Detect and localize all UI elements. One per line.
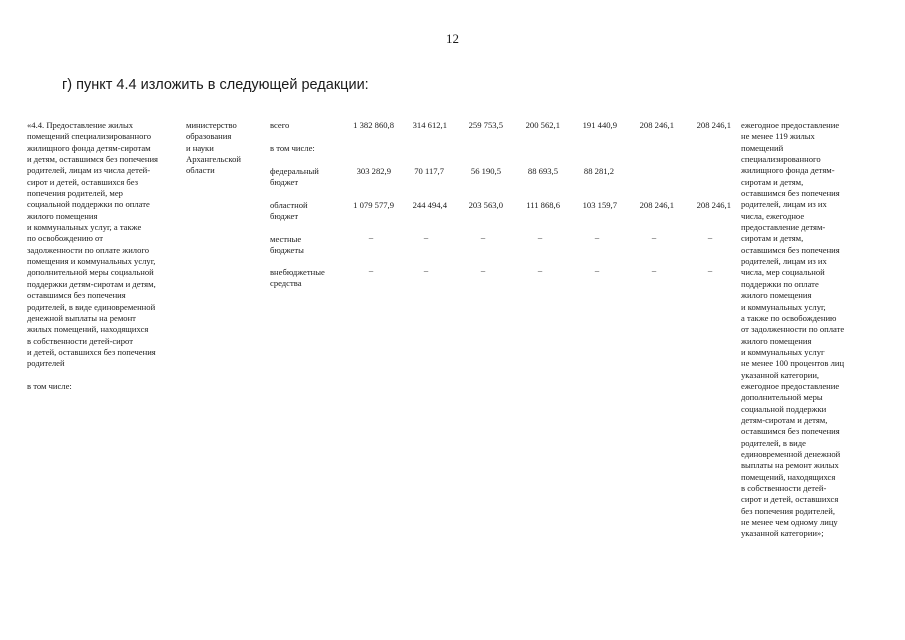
amount-extra-y1: – bbox=[423, 265, 429, 275]
funding-source-extrabudgetary: внебюджетные средства bbox=[270, 267, 325, 289]
amount-total-y5: 208 246,1 bbox=[639, 120, 674, 130]
amount-federal-sum: 303 282,9 bbox=[356, 166, 391, 176]
amendment-heading: г) пункт 4.4 изложить в следующей редакции: bbox=[62, 77, 369, 93]
amount-total-y2: 259 753,5 bbox=[468, 120, 503, 130]
page-number: 12 bbox=[446, 31, 459, 46]
funding-source-local: местные бюджеты bbox=[270, 234, 304, 256]
amount-federal-y4: 88 281,2 bbox=[583, 166, 614, 176]
amount-extra-y4: – bbox=[594, 265, 600, 275]
measure-description: «4.4. Предоставление жилых помещений специализированного жилищного фонда детям-сиротам и детям, оставшимся без попечения родителей, лицам из числа детей- сирот и детей, оставшихся без попечения родителей, мер социальной поддержки по оплате жилого помещения и коммунальных услуг, а также по освобождению от задолженности по оплате жилого помещения и коммунальных услуг, дополнительной меры социальной поддержки детям-сиротам и детям, оставшимся без попечения родителей, в виде единовременной денежной выплаты на ремонт жилых помещений, находящихся в собственности детей-сирот и детей, оставшихся без попечения родителей в том числе: bbox=[27, 120, 158, 391]
funding-source-regional: областной бюджет bbox=[270, 200, 308, 222]
amount-extra-y5: – bbox=[651, 265, 657, 275]
amount-local-y6: – bbox=[707, 232, 713, 242]
amount-local-y1: – bbox=[423, 232, 429, 242]
amount-local-y4: – bbox=[594, 232, 600, 242]
amount-federal-y3: 88 693,5 bbox=[527, 166, 558, 176]
amount-extra-y2: – bbox=[480, 265, 486, 275]
amount-regional-y2: 203 563,0 bbox=[468, 200, 503, 210]
amount-total-y4: 191 440,9 bbox=[582, 120, 617, 130]
amount-total-y6: 208 246,1 bbox=[696, 120, 731, 130]
target-indicators: ежегодное предоставление не менее 119 жилых помещений специализированного жилищного фонда детям- сиротам и детям, оставшимся без попечения родителей, лицам из их числа, ежегодное предоставление детям- сиротам и детям, оставшимся без попечения родителей, лицам из их числа, мер социальной поддержки по оплате жилого помещения и коммунальных услуг, а также по освобождению от задолженности по оплате жилого помещения и коммунальных услуг не менее 100 процентов лиц указанной категории, ежегодное предоставление дополнительной меры социальной поддержки детям-сиротам и детям, оставшимся без попечения родителей, в виде единовременной денежной выплаты на ремонт жилых помещений, находящихся в собственности детей- сирот и детей, оставшихся без попечения родителей, не менее чем одному лицу указанной категории»; bbox=[741, 120, 845, 539]
amount-local-y3: – bbox=[537, 232, 543, 242]
amount-regional-y3: 111 868,6 bbox=[526, 200, 560, 210]
amount-regional-y4: 103 159,7 bbox=[582, 200, 617, 210]
funding-source-federal: федеральный бюджет bbox=[270, 166, 319, 188]
amount-regional-y5: 208 246,1 bbox=[639, 200, 674, 210]
amount-total-y1: 314 612,1 bbox=[412, 120, 447, 130]
executor-cell: министерство образования и науки Архангельской области bbox=[186, 120, 241, 176]
amount-federal-y1: 70 117,7 bbox=[414, 166, 444, 176]
amount-total-sum: 1 382 860,8 bbox=[353, 120, 394, 130]
amount-local-sum: – bbox=[368, 232, 374, 242]
funding-source-including: в том числе: bbox=[270, 143, 315, 153]
funding-source-total: всего bbox=[270, 120, 290, 130]
amount-federal-y2: 56 190,5 bbox=[470, 166, 501, 176]
amount-local-y5: – bbox=[651, 232, 657, 242]
amount-regional-sum: 1 079 577,9 bbox=[353, 200, 394, 210]
amount-local-y2: – bbox=[480, 232, 486, 242]
amount-total-y3: 200 562,1 bbox=[525, 120, 560, 130]
amount-extra-y3: – bbox=[537, 265, 543, 275]
amount-extra-sum: – bbox=[368, 265, 374, 275]
amount-extra-y6: – bbox=[707, 265, 713, 275]
amount-regional-y1: 244 494,4 bbox=[412, 200, 447, 210]
amount-regional-y6: 208 246,1 bbox=[696, 200, 731, 210]
